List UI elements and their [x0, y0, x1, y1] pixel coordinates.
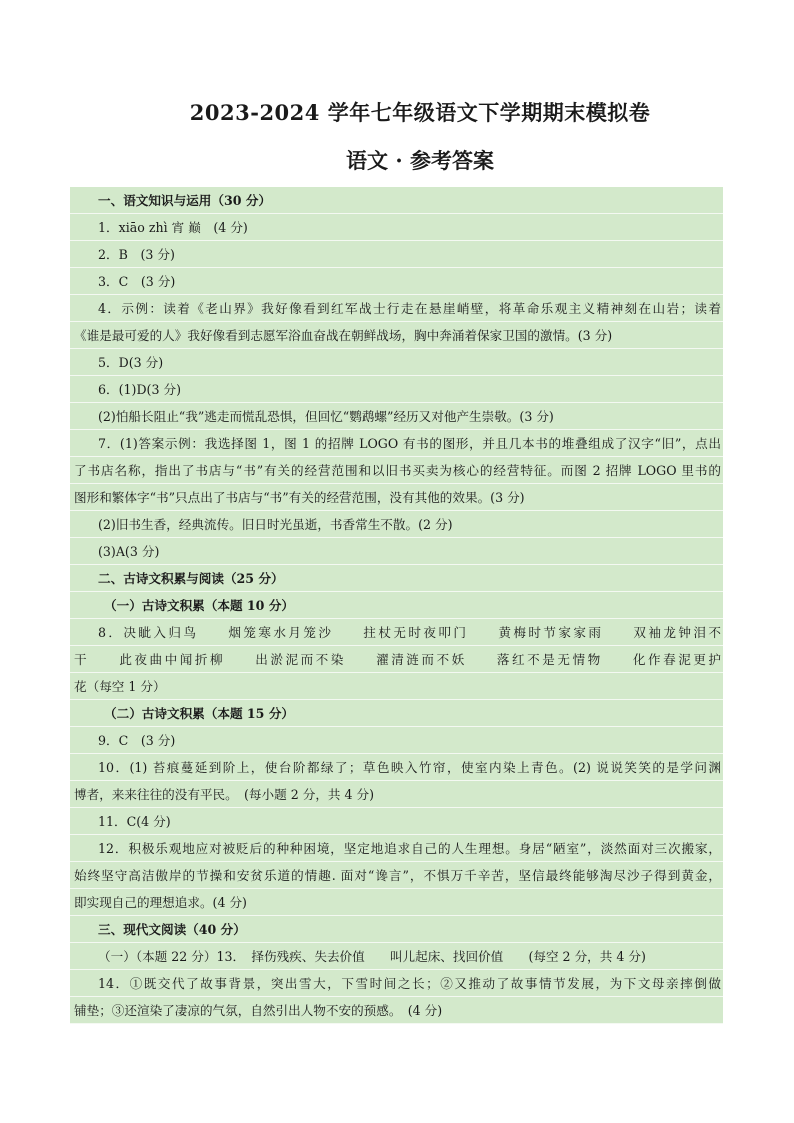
- answer-line: 9．C (3 分): [70, 727, 723, 754]
- subsection-heading: （二）古诗文积累（本题 15 分）: [70, 700, 723, 727]
- answer-line: 了书店名称，指出了书店与“书”有关的经营范围和以旧书买卖为核心的经营特征。而图 2 招牌 LOGO 里书的: [70, 457, 723, 484]
- answer-line: 2．B (3 分): [70, 241, 723, 268]
- page-title: 2023-2024 学年七年级语文下学期期末模拟卷: [189, 100, 651, 125]
- answer-line: 12．积极乐观地应对被贬后的种种困境，坚定地追求自己的人生理想。身居“陋室”，淡然面对三次搬家，: [70, 835, 723, 862]
- answer-line: 6．(1)D(3 分): [70, 376, 723, 403]
- answer-line: 干 此夜曲中闻折柳 出淤泥而不染 濯清涟而不妖 落红不是无情物 化作春泥更护: [70, 646, 723, 673]
- answer-line: (3)A(3 分): [70, 538, 723, 565]
- answer-line: 4．示例：读着《老山界》我好像看到红军战士行走在悬崖峭壁，将革命乐观主义精神刻在山岩；读着: [70, 295, 723, 322]
- answer-line: 7．(1)答案示例：我选择图 1，图 1 的招牌 LOGO 有书的图形，并且几本书的堆叠组成了汉字“旧”，点出: [70, 430, 723, 457]
- answer-line: 《谁是最可爱的人》我好像看到志愿军浴血奋战在朝鲜战场，胸中奔涌着保家卫国的激情。(3 分): [70, 322, 723, 349]
- answer-line: 11．C(4 分): [70, 808, 723, 835]
- answer-line: 8．决眦入归鸟 烟笼寒水月笼沙 拄杖无时夜叩门 黄梅时节家家雨 双袖龙钟泪不: [70, 619, 723, 646]
- answer-line: 始终坚守高洁傲岸的节操和安贫乐道的情趣. 面对“谗言”，不惧万千辛苦，坚信最终能够淘尽沙子得到黄金，: [70, 862, 723, 889]
- answer-line: 1．xiāo zhì 宵 巅 (4 分): [70, 214, 723, 241]
- answer-line: 铺垫；③还渲染了凄凉的气氛，自然引出人物不安的预感。 (4 分): [70, 997, 723, 1024]
- answer-table: [70, 187, 723, 1024]
- answer-line: 14．①既交代了故事背景，突出雪大，下雪时间之长；②又推动了故事情节发展，为下文母亲摔倒做: [70, 970, 723, 997]
- subsection-heading: （一）古诗文积累（本题 10 分）: [70, 592, 723, 619]
- section-heading: 一、语文知识与运用（30 分）: [70, 187, 723, 214]
- answer-line: 10．(1) 苔痕蔓延到阶上，使台阶都绿了；草色映入竹帘，使室内染上青色。(2) 说说笑笑的是学问渊: [70, 754, 723, 781]
- section-heading: 三、现代文阅读（40 分）: [70, 916, 723, 943]
- answer-line: 3．C (3 分): [70, 268, 723, 295]
- answer-line: 即实现自己的理想追求。(4 分): [70, 889, 723, 916]
- answer-line: (2)怕船长阻止“我”逃走而慌乱恐惧，但回忆“鹦鹉螺”经历又对他产生崇敬。(3 分): [70, 403, 723, 430]
- answer-line: 花（每空 1 分）: [70, 673, 723, 700]
- answer-line: 图形和繁体字“书”只点出了书店与“书”有关的经营范围，没有其他的效果。(3 分): [70, 484, 723, 511]
- answer-line: （一）（本题 22 分）13． 择伤残疾、失去价值 叫儿起床、找回价值 (每空 2 分，共 4 分): [70, 943, 723, 970]
- answer-line: 博者，来来往往的没有平民。 (每小题 2 分，共 4 分): [70, 781, 723, 808]
- answer-line: 5．D(3 分): [70, 349, 723, 376]
- answer-line: (2)旧书生香，经典流传。旧日时光虽逝，书香常生不散。(2 分): [70, 511, 723, 538]
- page-subtitle: 语文 · 参考答案: [346, 148, 494, 173]
- section-heading: 二、古诗文积累与阅读（25 分）: [70, 565, 723, 592]
